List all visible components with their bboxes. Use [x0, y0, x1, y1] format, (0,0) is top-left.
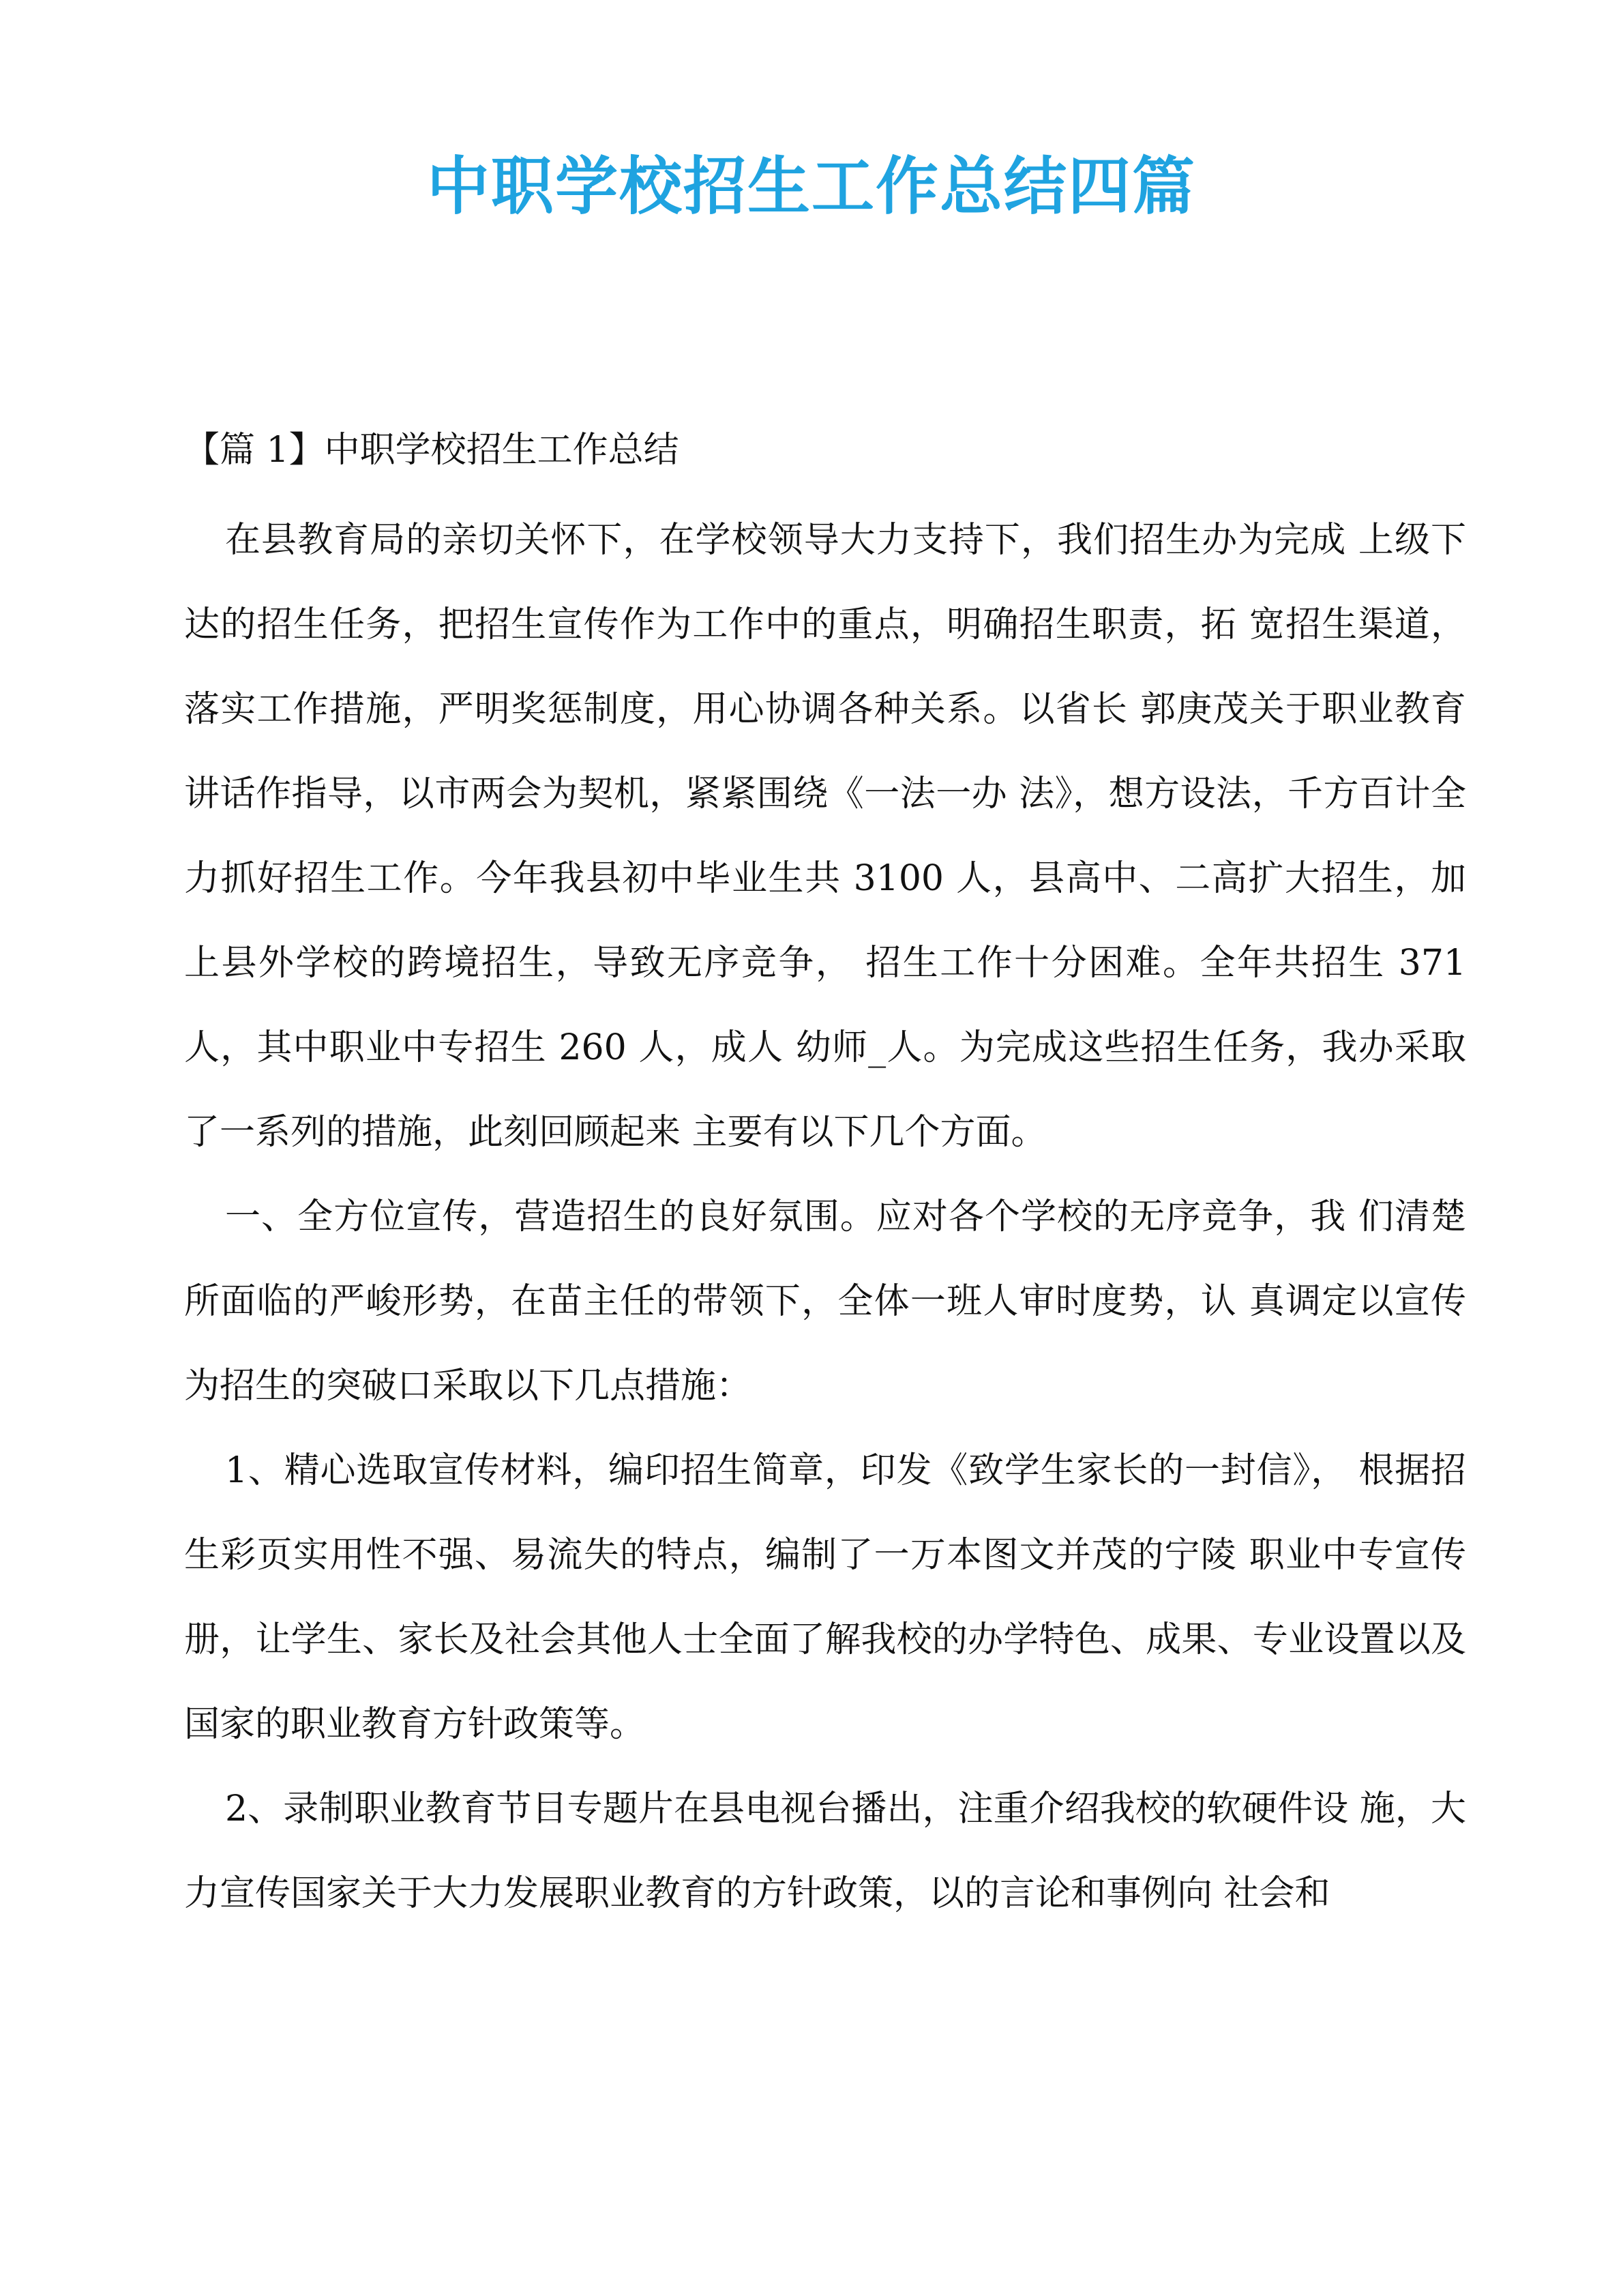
- document-title: 中职学校招生工作总结四篇: [426, 149, 1196, 223]
- paragraph-measure-two: 2、录制职业教育节目专题片在县电视台播出，注重介绍我校的软硬件设 施，大力宣传国家关于大力发展职业教育的方针政策，以的言论和事例向 社会和: [184, 1789, 1466, 1914]
- section-heading: 【篇 1】中职学校招生工作总结: [184, 430, 679, 471]
- body-text: [184, 498, 1466, 1936]
- paragraph-measure-one: 1、精心选取宣传材料，编印招生简章，印发《致学生家长的一封信》， 根据招生彩页实用性不强、易流失的特点，编制了一万本图文并茂的宁陵 职业中专宣传册，让学生、家长及社会其他人士全面了解我校的办学特色、成果、专业设置以及国家的职业教育方针政策等。: [184, 1450, 1466, 1745]
- paragraph-section-one: 一、全方位宣传，营造招生的良好氛围。应对各个学校的无序竞争，我 们清楚所面临的严峻形势，在苗主任的带领下，全体一班人审时度势，认 真调定以宣传为招生的突破口采取以下几点措施：: [184, 1196, 1466, 1407]
- paragraph-intro: 在县教育局的亲切关怀下，在学校领导大力支持下，我们招生办为完成 上级下达的招生任务，把招生宣传作为工作中的重点，明确招生职责，拓 宽招生渠道，落实工作措施，严明奖惩制度，用心协调各种关系。以省长 郭庚茂关于职业教育讲话作指导，以市两会为契机，紧紧围绕《一法一办 法》，想方设法，千方百计全力抓好招生工作。今年我县初中毕业生共 3100 人，县高中、二高扩大招生，加上县外学校的跨境招生，导致无序竞争， 招生工作十分困难。全年共招生 371 人，其中职业中专招生 260 人，成人 幼师_人。为完成这些招生任务，我办采取了一系列的措施，此刻回顾起来 主要有以下几个方面。: [184, 520, 1466, 1153]
